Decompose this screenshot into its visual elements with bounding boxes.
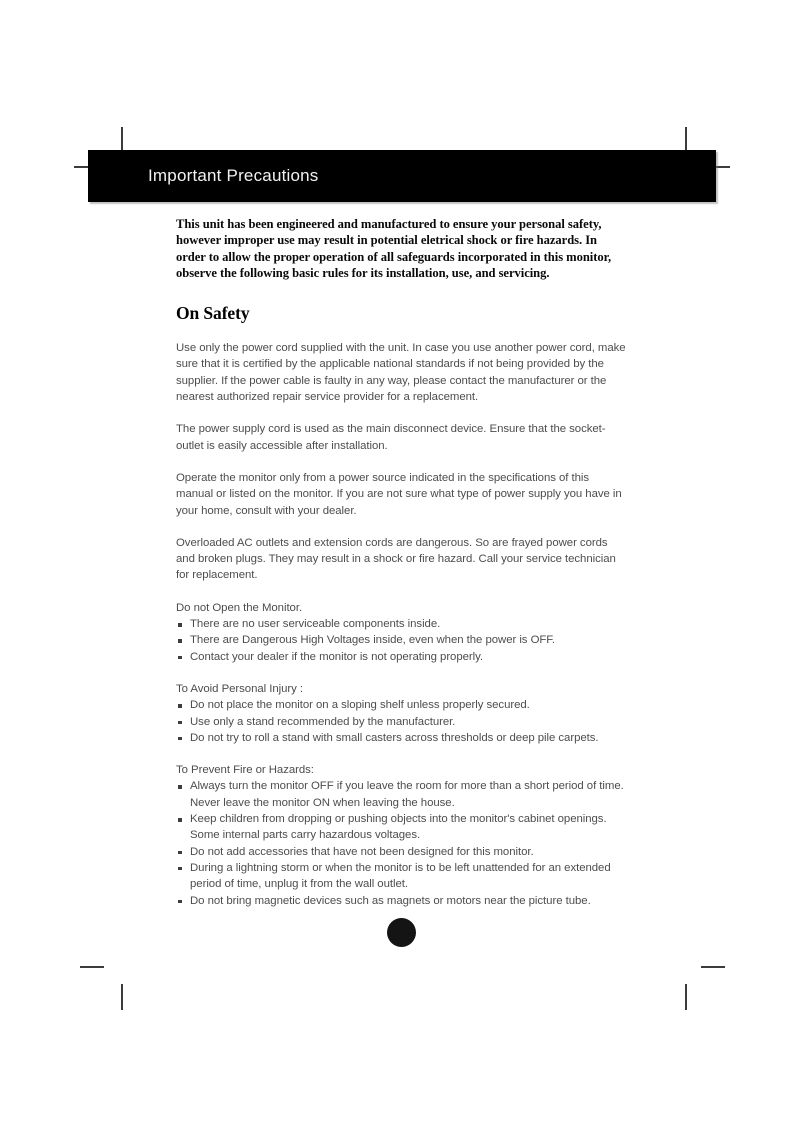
list-item-text: Contact your dealer if the monitor is not operating properly. bbox=[190, 650, 484, 663]
square-bullet-icon bbox=[178, 721, 182, 725]
crop-mark-bottom-right-horizontal bbox=[701, 966, 725, 968]
list-item bbox=[176, 730, 628, 746]
page-title: Important Precautions bbox=[148, 166, 319, 185]
bullet-group-prevent-fire-hazards bbox=[176, 762, 628, 909]
list-item-text: There are no user serviceable components inside. bbox=[190, 618, 441, 631]
square-bullet-icon bbox=[178, 656, 182, 660]
square-bullet-icon bbox=[178, 867, 182, 871]
list-item bbox=[176, 778, 628, 811]
square-bullet-icon bbox=[178, 623, 182, 627]
safety-paragraph-2: The power supply cord is used as the main disconnect device. Ensure that the socket-outlet is easily accessible after installation. bbox=[176, 423, 606, 452]
page-number-marker bbox=[387, 918, 416, 947]
crop-mark-bottom-right-vertical bbox=[685, 984, 687, 1010]
section-heading-on-safety: On Safety bbox=[176, 303, 250, 324]
square-bullet-icon bbox=[178, 785, 182, 789]
bullet-list bbox=[176, 697, 628, 746]
page-number-text bbox=[387, 918, 416, 947]
square-bullet-icon bbox=[178, 737, 182, 741]
list-item-text: Keep children from dropping or pushing objects into the monitor's cabinet openings. Some internal parts carry hazardous voltages. bbox=[190, 813, 607, 842]
list-item bbox=[176, 811, 628, 844]
crop-mark-top-right bbox=[685, 127, 687, 151]
bullet-list bbox=[176, 778, 628, 908]
list-item bbox=[176, 893, 628, 909]
list-item bbox=[176, 697, 628, 713]
list-item bbox=[176, 632, 628, 648]
square-bullet-icon bbox=[178, 851, 182, 855]
list-item bbox=[176, 860, 628, 893]
list-item bbox=[176, 844, 628, 860]
list-item bbox=[176, 616, 628, 632]
bullet-list bbox=[176, 616, 628, 665]
square-bullet-icon bbox=[178, 900, 182, 904]
safety-paragraph-4: Overloaded AC outlets and extension cords are dangerous. So are frayed power cords and broken plugs. They may result in a shock or fire hazard. Call your service technician for replacement. bbox=[176, 536, 616, 582]
list-item-text: There are Dangerous High Voltages inside, even when the power is OFF. bbox=[190, 634, 556, 647]
crop-mark-top-left bbox=[121, 127, 123, 151]
safety-paragraph-3: Operate the monitor only from a power source indicated in the specifications of this manual or listed on the monitor. If you are not sure what type of power supply you have in your home, consult with your dealer. bbox=[176, 471, 622, 517]
list-item bbox=[176, 649, 628, 665]
list-item-text: During a lightning storm or when the monitor is to be left unattended for an extended period of time, unplug it from the wall outlet. bbox=[190, 861, 611, 891]
square-bullet-icon bbox=[178, 818, 182, 822]
list-item-text: Do not bring magnetic devices such as magnets or motors near the picture tube. bbox=[190, 894, 591, 907]
group-label: To Avoid Personal Injury : bbox=[176, 682, 304, 695]
lead-paragraph: This unit has been engineered and manufactured to ensure your personal safety, however improper use may result in potential eletrical shock or fire hazards. In order to allow the proper operation of all safeguards incorporated in this monitor, observe the following basic rules for its installation, use, and servicing. bbox=[176, 217, 612, 280]
safety-paragraph-1: Use only the power cord supplied with the unit. In case you use another power cord, make sure that it is certified by the applicable national standards if not being provided by the supplier. If the power cable is faulty in any way, please contact the manufacturer or the nearest authorized repair service provider for a replacement. bbox=[176, 342, 626, 404]
list-item-text: Use only a stand recommended by the manufacturer. bbox=[190, 715, 456, 728]
list-item-text: Do not place the monitor on a sloping shelf unless properly secured. bbox=[190, 699, 530, 712]
square-bullet-icon bbox=[178, 704, 182, 708]
section-header-banner bbox=[88, 150, 716, 202]
list-item-text: Do not add accessories that have not been designed for this monitor. bbox=[190, 845, 534, 858]
square-bullet-icon bbox=[178, 639, 182, 643]
bullet-group-do-not-open bbox=[176, 600, 628, 665]
crop-mark-right bbox=[714, 166, 730, 168]
list-item-text: Always turn the monitor OFF if you leave the room for more than a short period of time. Never leave the monitor ON when leaving the house. bbox=[190, 780, 624, 809]
bullet-group-avoid-personal-injury bbox=[176, 681, 628, 746]
group-label: To Prevent Fire or Hazards: bbox=[176, 764, 314, 777]
crop-mark-bottom-left-horizontal bbox=[80, 966, 104, 968]
list-item-text: Do not try to roll a stand with small casters across thresholds or deep pile carpets. bbox=[190, 731, 599, 744]
content-column bbox=[176, 216, 628, 909]
list-item bbox=[176, 714, 628, 730]
crop-mark-bottom-left-vertical bbox=[121, 984, 123, 1010]
group-label: Do not Open the Monitor. bbox=[176, 601, 303, 614]
